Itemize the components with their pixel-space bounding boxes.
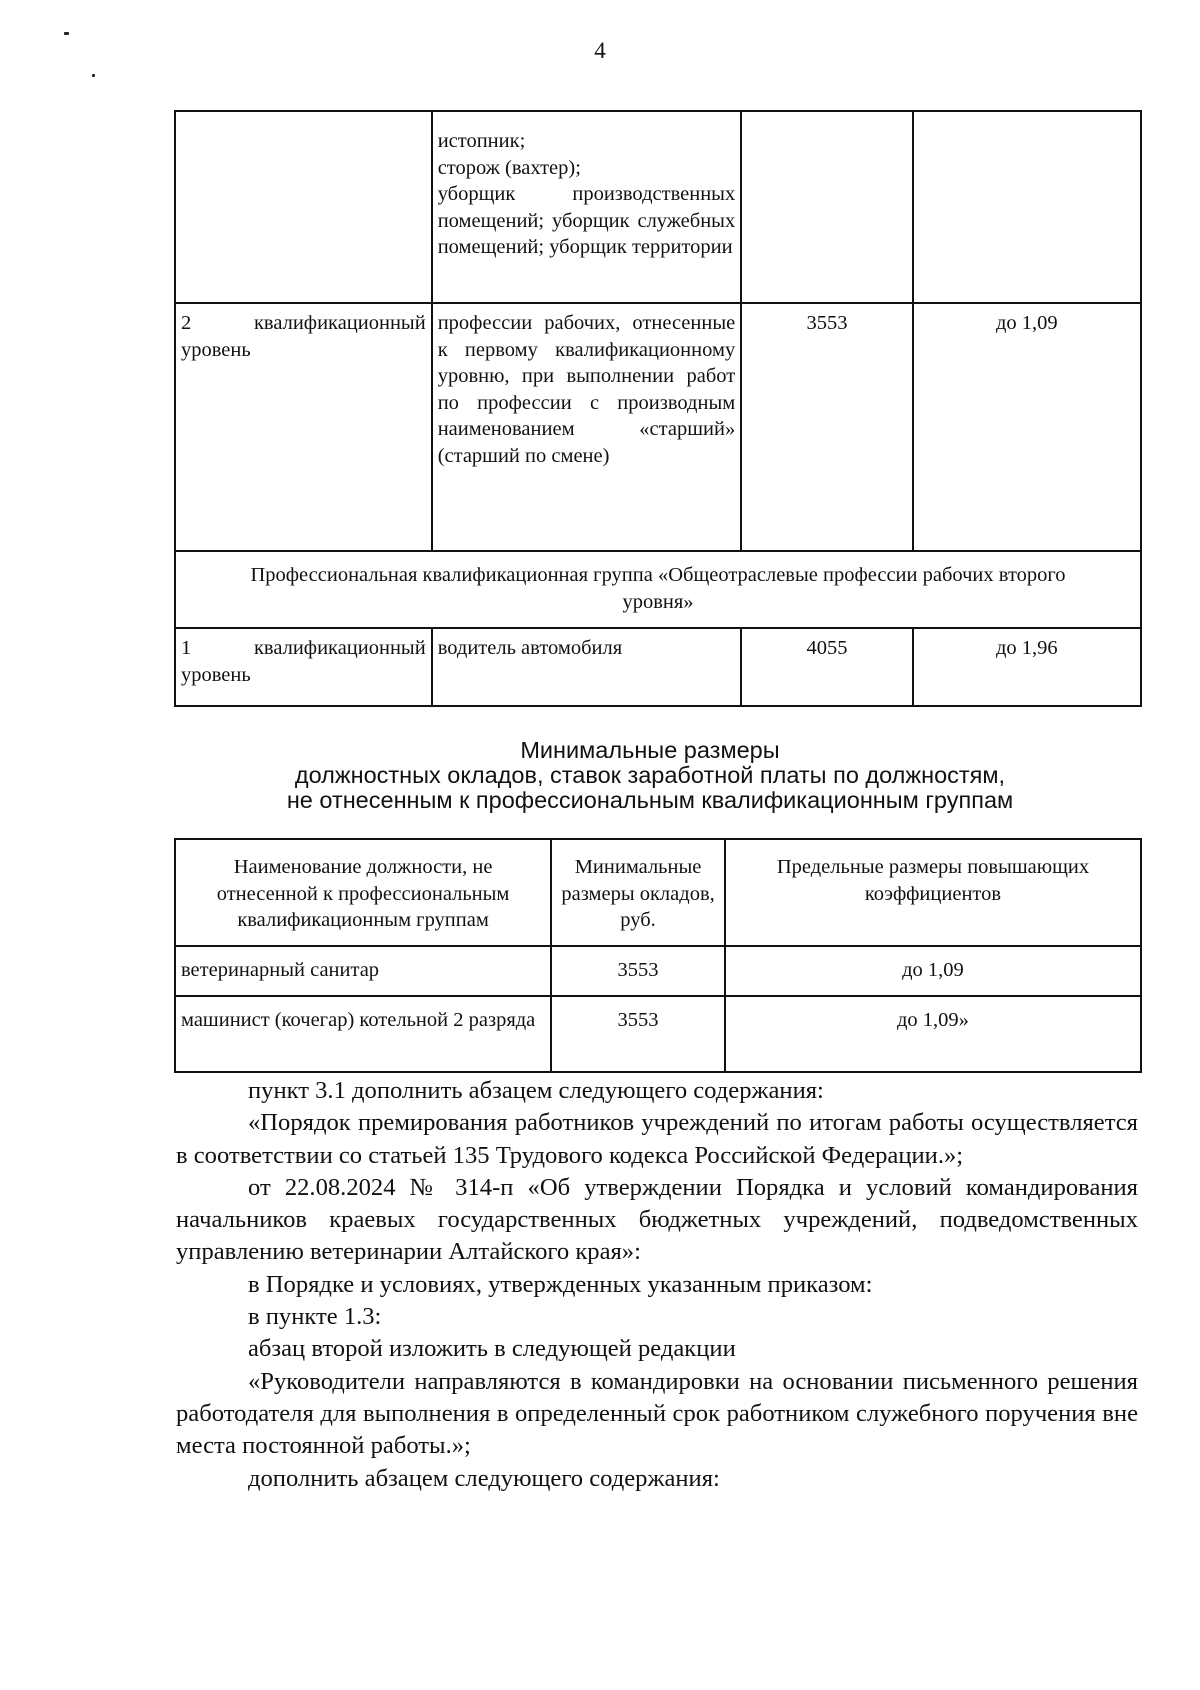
table-row (175, 111, 1141, 303)
table-cell-level: 2 квалификационный уровень (175, 303, 432, 551)
table-cell-level: 1 квалификационный уровень (175, 628, 432, 706)
salary-table-workers (174, 110, 1142, 707)
body-text (176, 1075, 1138, 1495)
paragraph: «Порядок премирования работников учреждений по итогам работы осуществляется в соответствии со статьей 135 Трудового кодекса Российской Федерации.»; (176, 1109, 1138, 1169)
table-row (175, 996, 1141, 1072)
paragraph: от 22.08.2024 № 314-п «Об утверждении Порядка и условий командирования начальников краевых государственных бюджетных учреждений, подведомственных управлению ветеринарии Алтайского края»: (176, 1173, 1138, 1266)
paragraph: абзац второй изложить в следующей редакции (248, 1335, 736, 1363)
table-cell-salary: 3553 (551, 996, 725, 1072)
paragraph: «Руководители направляются в командировки на основании письменного решения работодателя для выполнения в определенный срок работником служебного поручения вне места постоянной работы.»; (176, 1367, 1138, 1460)
table-cell-coef: до 1,96 (913, 628, 1141, 706)
table-cell-coef: до 1,09 (725, 946, 1141, 996)
salary-table-other (174, 838, 1142, 1073)
table-cell-salary (741, 111, 913, 303)
table-row (175, 628, 1141, 706)
paragraph: в пункте 1.3: (248, 1303, 382, 1331)
table-cell-positions: профессии рабочих, отнесенные к первому квалификационному уровню, при выполнении работ по профессии с производным наименованием «старший» (старший по смене) (432, 303, 742, 551)
table-cell-name: ветеринарный санитар (175, 946, 551, 996)
group-header: Профессиональная квалификационная группа «Общеотраслевые профессии рабочих второго уровня» (175, 551, 1141, 628)
page-number: 4 (594, 38, 606, 63)
table-cell-positions (432, 111, 742, 303)
header-coefficients: Предельные размеры повышающих коэффициентов (725, 839, 1141, 946)
table-group-row (175, 551, 1141, 628)
table-cell-coef: до 1,09 (913, 303, 1141, 551)
table-cell-name: машинист (кочегар) котельной 2 разряда (175, 996, 551, 1072)
table-cell-coef (913, 111, 1141, 303)
header-position-name: Наименование должности, не отнесенной к профессиональным квалификационным группам (175, 839, 551, 946)
table-cell-positions: водитель автомобиля (432, 628, 742, 706)
scan-speck (64, 32, 69, 35)
table-row (175, 946, 1141, 996)
table-cell-coef: до 1,09» (725, 996, 1141, 1072)
table-row (175, 303, 1141, 551)
section-title-line-2: должностных окладов, ставок заработной платы по должностям, (294, 762, 1006, 788)
table-cell-salary: 3553 (741, 303, 913, 551)
table-header-row (175, 839, 1141, 946)
paragraph: в Порядке и условиях, утвержденных указанным приказом: (248, 1270, 873, 1298)
positions-text: истопник; сторож (вахтер); уборщик производственных помещений; уборщик служебных помещений; уборщик территории (437, 130, 736, 258)
table-cell-salary: 4055 (741, 628, 913, 706)
section-title-line-1: Минимальные размеры (520, 737, 780, 763)
paragraph: дополнить абзацем следующего содержания: (248, 1464, 720, 1492)
table-cell-salary: 3553 (551, 946, 725, 996)
header-min-salary: Минимальные размеры окладов, руб. (551, 839, 725, 946)
section-title-line-3: не отнесенным к профессиональным квалификационным группам (286, 787, 1014, 813)
scan-speck (92, 74, 95, 77)
table-cell-level (175, 111, 432, 303)
paragraph: пункт 3.1 дополнить абзацем следующего содержания: (248, 1077, 824, 1104)
